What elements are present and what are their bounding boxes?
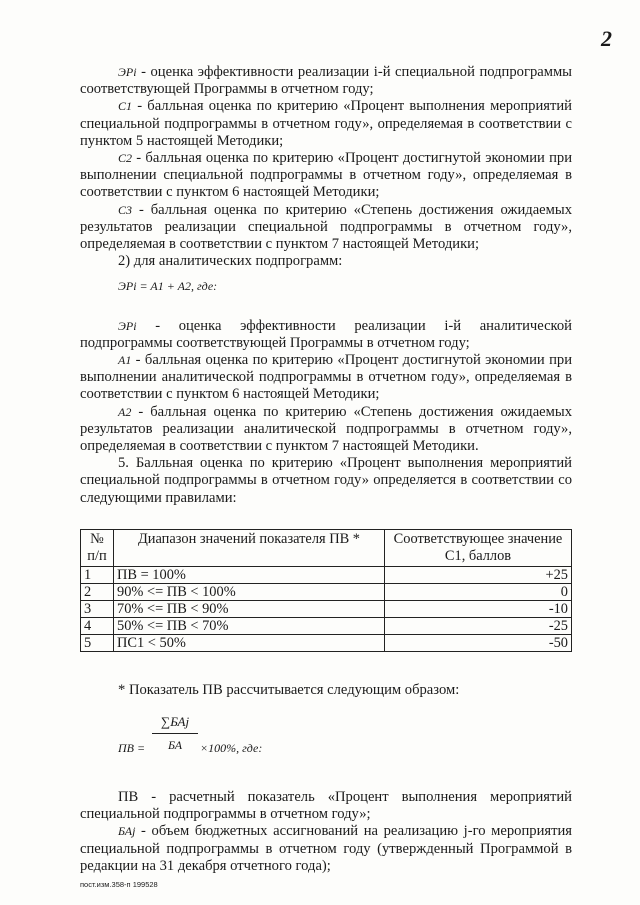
footnote-pv: * Показатель ПВ рассчитывается следующим образом:	[118, 681, 460, 698]
table-row: 2 90% <= ПВ < 100% 0	[81, 583, 572, 600]
symbol-erp-analytic: ЭPi	[118, 318, 137, 333]
document-body	[80, 64, 572, 875]
symbol-c2: C2	[118, 151, 133, 166]
table-header-row	[81, 529, 572, 566]
paragraph-c1: C1 - балльная оценка по критерию «Процент выполнения мероприятий специальной подпрограммы в отчетном году», определяемая в соответствии с пунктом 5 настоящей Методики;	[80, 98, 572, 149]
paragraph-pv-definition: ПВ - расчетный показатель «Процент выполнения мероприятий специальной подпрограммы в отчетном году»;	[80, 789, 572, 823]
paragraph-erp-analytic: ЭPi - оценка эффективности реализации i-й аналитической подпрограммы соответствующей Программы в отчетном году;	[80, 317, 572, 351]
symbol-c1: C1	[118, 99, 133, 114]
paragraph-item5: 5. Балльная оценка по критерию «Процент выполнения мероприятий специальной подпрограммы в отчетном году» определяется в соответствии со следующими правилами:	[80, 455, 572, 506]
symbol-baj: БАj	[118, 824, 136, 839]
header-value: Соответствующее значение С1, баллов	[385, 529, 572, 566]
header-range: Диапазон значений показателя ПВ *	[114, 529, 385, 566]
symbol-erp: ЭPi	[118, 65, 137, 79]
formula-analytic: ЭPi = A1 + A2, где:	[118, 279, 218, 294]
table-row: 1 ПВ = 100% +25	[81, 566, 572, 583]
formula-pv-denominator: БА	[167, 738, 183, 753]
formula-pv-lhs: ПВ =	[118, 741, 146, 756]
formula-pv-numerator: ∑БАj	[160, 714, 190, 730]
symbol-a2: A2	[118, 404, 132, 419]
criteria-table	[80, 529, 572, 652]
paragraph-a2: A2 - балльная оценка по критерию «Степень достижения ожидаемых результатов реализации аналитической подпрограммы в отчетном году», определяемая в соответствии с пунктом 7 настоящей Методики.	[80, 403, 572, 455]
formula-pv-rhs: ×100%, где:	[200, 741, 263, 756]
table-row: 4 50% <= ПВ < 70% -25	[81, 617, 572, 634]
symbol-a1: A1	[118, 353, 132, 368]
paragraph-c2: C2 - балльная оценка по критерию «Процент достигнутой экономии при выполнении специальной подпрограммы в отчетном году», определяемая в соответствии с пунктом 6 настоящей Методики;	[80, 150, 572, 201]
table-row: 3 70% <= ПВ < 90% -10	[81, 600, 572, 617]
table-row: 5 ПС1 < 50% -50	[81, 634, 572, 651]
paragraph-a1: A1 - балльная оценка по критерию «Процент достигнутой экономии при выполнении аналитической подпрограммы в отчетном году», определяемая в соответствии с пунктом 6 настоящей Методики;	[80, 352, 572, 403]
heading-analytic-subprograms: 2) для аналитических подпрограмм:	[118, 253, 343, 270]
paragraph-baj: БАj - объем бюджетных ассигнований на реализацию j-го мероприятия специальной подпрограммы в отчетном году (утвержденный Программой в редакции на 31 декабря отчетного года);	[80, 823, 572, 874]
paragraph-c3: C3 - балльная оценка по критерию «Степень достижения ожидаемых результатов реализации специальной подпрограммы в отчетном году», определяемая в соответствии с пунктом 7 настоящей Методики;	[80, 201, 572, 253]
formula-pv	[118, 713, 572, 775]
fraction-bar	[152, 733, 198, 734]
paragraph-erp-special: ЭPi - оценка эффективности реализации i-й специальной подпрограммы соответствующей Программы в отчетном году;	[80, 64, 572, 98]
symbol-c3: C3	[118, 202, 133, 217]
page-number: 2	[601, 26, 612, 51]
header-num: № п/п	[81, 529, 114, 566]
footer-reference: пост.изм.358-п 199528	[80, 880, 158, 889]
formula-pv-fraction	[152, 713, 198, 754]
